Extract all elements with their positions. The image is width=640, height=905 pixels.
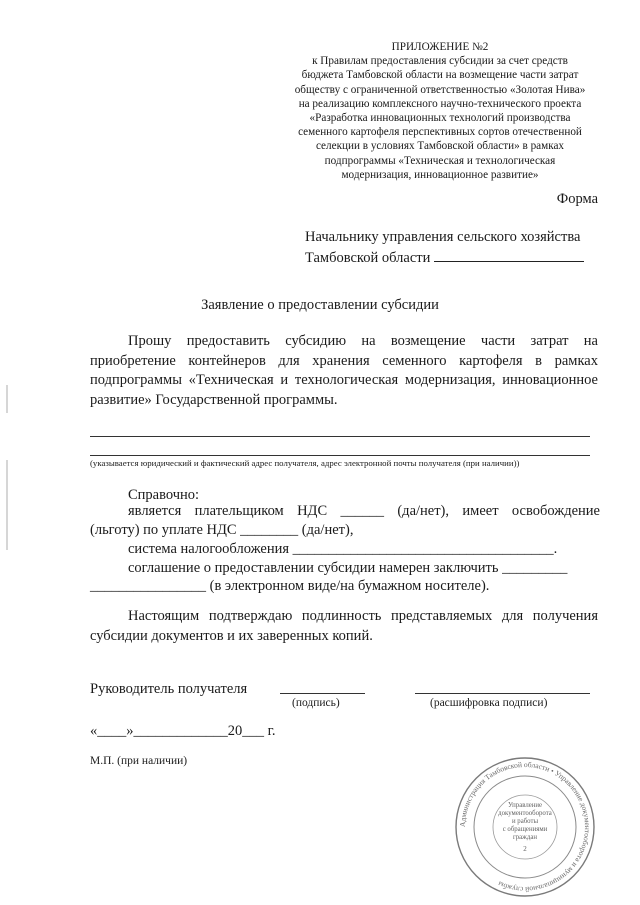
addressee-line2: [305, 247, 584, 268]
seal-note: М.П. (при наличии): [90, 755, 188, 767]
scan-margin-mark: [6, 460, 8, 550]
stamp-inner-line: с обращениями: [502, 826, 548, 833]
appendix-line: подпрограммы «Техническая и технологическая: [324, 154, 556, 167]
decoding-field-line[interactable]: [415, 693, 590, 694]
appendix-line: «Разработка инновационных технологий производства: [309, 112, 571, 125]
addressee-block: [305, 227, 584, 268]
addressee-line1: Начальнику управления сельского хозяйства: [305, 229, 581, 245]
tax-system-line: система налогообложения ____________________________________.: [128, 541, 558, 557]
agreement-line-2: ________________ (в электронном виде/на бумажном носителе).: [90, 578, 490, 594]
appendix-line: бюджета Тамбовской области на возмещение части затрат: [301, 69, 579, 82]
stamp-inner-line: документооборота: [498, 810, 552, 817]
decoding-caption: (расшифровка подписи): [430, 697, 548, 709]
signature-caption: (подпись): [292, 697, 340, 709]
request-paragraph: Прошу предоставить субсидию на возмещение части затрат на приобретение контейнеров для хранения семенного картофеля в рамках подпрограммы «Техническая и технологическая модернизация, инновационное развитие» Государственной программы.: [90, 333, 598, 408]
appendix-title: ПРИЛОЖЕНИЕ №2: [391, 41, 489, 53]
address-hint: (указывается юридический и фактический адрес получателя, адрес электронной почты получателя (при наличии)): [90, 458, 520, 468]
agreement-line-1: соглашение о предоставлении субсидии намерен заключить _________: [128, 560, 568, 576]
address-field-line[interactable]: [90, 455, 590, 456]
appendix-line: на реализацию комплексного научно-технического проекта: [298, 97, 582, 110]
official-stamp: [450, 757, 600, 897]
vat-line-2: (льготу) по уплате НДС ________ (да/нет),: [90, 522, 354, 538]
date-line: «____»_____________20___ г.: [90, 723, 276, 739]
form-label: Форма: [556, 191, 598, 207]
stamp-inner-line: Управление: [507, 802, 543, 809]
stamp-inner-line: и работы: [511, 818, 539, 825]
reference-heading: Справочно:: [128, 487, 200, 503]
vat-line-1: является плательщиком НДС ______ (да/нет), имеет освобождение: [128, 503, 600, 519]
appendix-line: к Правилам предоставления субсидии за счет средств: [312, 55, 568, 68]
document-title: Заявление о предоставлении субсидии: [201, 297, 439, 313]
address-field-line[interactable]: [90, 436, 590, 437]
stamp-number: 2: [523, 845, 527, 853]
addressee-name-field[interactable]: [434, 247, 584, 262]
confirmation-paragraph: Настоящим подтверждаю подлинность представляемых для получения субсидии документов и их заверенных копий.: [90, 608, 598, 644]
stamp-inner-line: граждан: [512, 834, 538, 841]
stamp-outer-text: Администрация Тамбовской области • Управление документооборота и муниципальной службы: [457, 759, 593, 895]
appendix-line: обществу с ограниченной ответственностью «Золотая Нива»: [294, 83, 586, 96]
appendix-line: селекции в условиях Тамбовской области» в рамках: [315, 140, 565, 153]
head-label: Руководитель получателя: [90, 681, 248, 697]
appendix-header: [270, 40, 610, 182]
stamp-seal-icon: [450, 757, 600, 897]
scan-margin-mark: [6, 385, 8, 413]
addressee-region: Тамбовской области: [305, 250, 431, 266]
appendix-line: модернизация, инновационное развитие»: [341, 168, 539, 181]
signature-field-line[interactable]: [280, 693, 365, 694]
appendix-line: семенного картофеля перспективных сортов отечественной: [298, 126, 582, 139]
